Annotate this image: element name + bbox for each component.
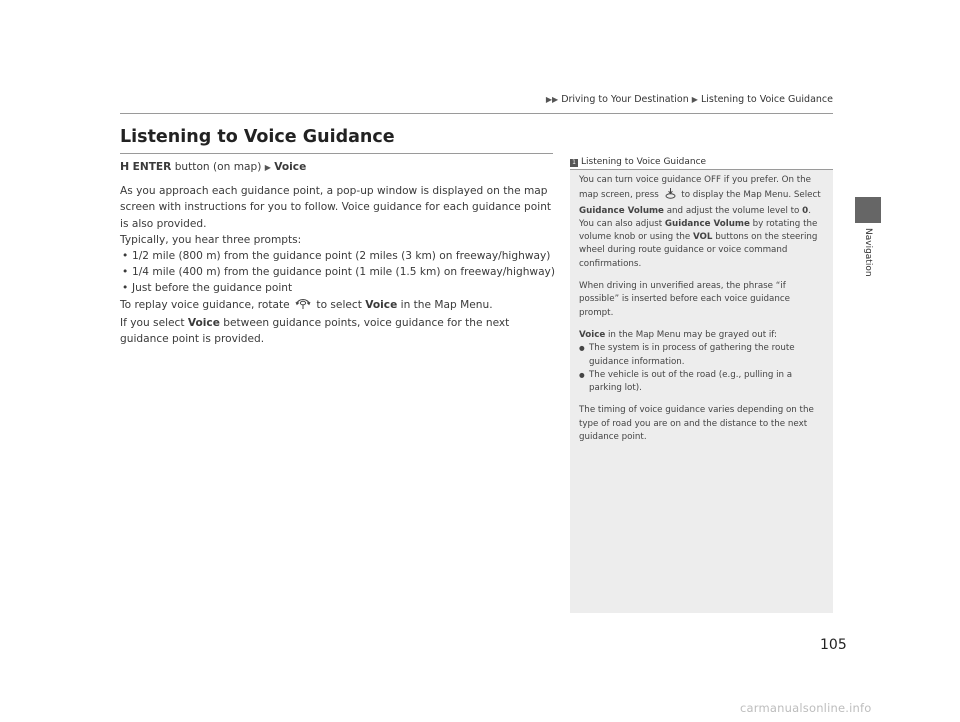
prompts-intro: Typically, you hear three prompts:	[120, 233, 302, 246]
note-paragraph-2	[579, 218, 827, 271]
watermark: carmanualsonline.info	[740, 701, 872, 715]
navigation-path	[120, 159, 560, 176]
side-tab-label: Navigation	[863, 228, 873, 277]
list-item: • 1/2 mile (800 m) from the guidance point (2 miles (3 km) on freeway/highway)	[120, 248, 560, 264]
list-item: • Just before the guidance point	[120, 280, 560, 296]
note-ref-icon: 1	[570, 159, 578, 167]
replay-paragraph	[120, 297, 560, 315]
replay-text-mid: to select	[313, 298, 366, 311]
breadcrumb	[520, 94, 833, 105]
note-paragraph-4	[579, 329, 827, 342]
note-voice: Voice	[579, 329, 606, 340]
note-text: You can turn voice guidance OFF if you prefer. On the map screen, press	[579, 175, 811, 201]
note-vol: VOL	[692, 232, 713, 243]
note-guidance-volume: Guidance Volume	[579, 205, 664, 216]
breadcrumb-page: Listening to Voice Guidance	[700, 94, 833, 105]
interface-dial-press-icon	[664, 187, 677, 204]
note-text: by rotating the volume knob or using the	[579, 218, 818, 243]
note-conditions-list	[579, 342, 827, 395]
page-number: 105	[820, 637, 847, 653]
note-text: You can also adjust	[579, 218, 665, 229]
select-paragraph	[120, 315, 560, 347]
note-text: .	[808, 205, 811, 216]
replay-voice: Voice	[365, 298, 398, 311]
list-item: • 1/4 mile (400 m) from the guidance point (1 mile (1.5 km) on freeway/highway)	[120, 264, 560, 280]
path-button-suffix: button (on map)	[171, 161, 265, 173]
note-volume-zero: 0	[802, 205, 809, 216]
side-tab-marker	[855, 197, 881, 223]
note-text: to display the Map Menu. Select	[678, 190, 821, 201]
breadcrumb-section[interactable]: Driving to Your Destination	[561, 94, 689, 105]
note-guidance-volume: Guidance Volume	[664, 218, 750, 229]
note-title: Listening to Voice Guidance	[581, 157, 707, 167]
header-rule	[120, 113, 833, 114]
select-text-post: between guidance points, voice guidance for the next guidance point is provided.	[120, 316, 510, 346]
select-voice: Voice	[187, 316, 220, 329]
note-text: buttons on the steering wheel during route guidance or voice command confirmations.	[579, 232, 818, 269]
note-text: and adjust the volume level to	[663, 205, 803, 216]
page-title: Listening to Voice Guidance	[120, 127, 395, 147]
path-button: ENTER	[132, 161, 172, 173]
breadcrumb-separator: ▶	[691, 95, 698, 104]
select-text-pre: If you select	[120, 316, 188, 329]
home-icon: H	[120, 160, 130, 173]
prompt-list	[120, 248, 560, 297]
replay-text-pre: To replay voice guidance, rotate	[120, 298, 294, 311]
path-arrow-icon: ▶	[264, 163, 271, 172]
list-item: ● The vehicle is out of the road (e.g., pulling in a parking lot).	[579, 369, 827, 396]
title-rule	[120, 153, 553, 154]
breadcrumb-marker: ▶▶	[545, 95, 559, 104]
note-body	[579, 174, 827, 444]
replay-text-post: in the Map Menu.	[397, 298, 493, 311]
path-item: Voice	[274, 161, 307, 173]
note-paragraph-1	[579, 174, 827, 218]
main-content	[120, 159, 560, 347]
interface-dial-rotate-icon	[295, 297, 311, 315]
note-paragraph-3: When driving in unverified areas, the phrase “if possible” is inserted before each voice guidance prompt.	[579, 281, 791, 318]
list-item: ● The system is in process of gathering the route guidance information.	[579, 342, 827, 369]
side-tab-label-container	[855, 228, 881, 328]
intro-paragraph: As you approach each guidance point, a pop-up window is displayed on the map screen with instructions for you to follow. Voice guidance for each guidance point is also provided.	[120, 185, 552, 230]
note-header	[570, 157, 833, 167]
note-text: in the Map Menu may be grayed out if:	[605, 329, 777, 340]
note-paragraph-5: The timing of voice guidance varies depending on the type of road you are on and the distance to the next guidance point.	[579, 405, 814, 443]
